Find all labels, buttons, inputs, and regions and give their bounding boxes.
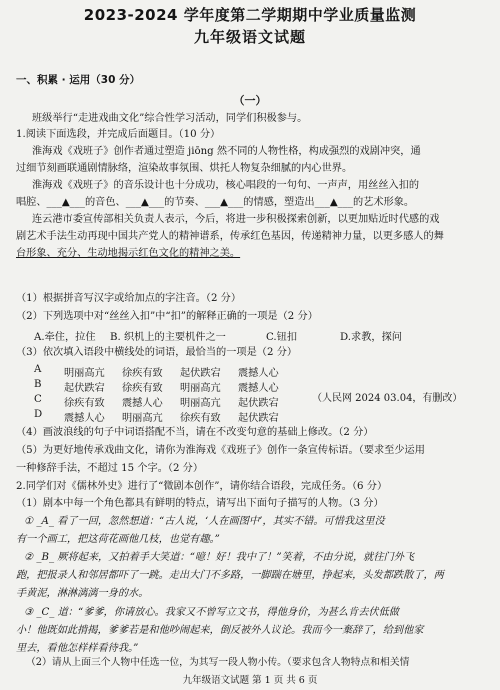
handwritten-line: 小！他既如此掯揭，爹爹若是和他吵闹起来，倒反被外人议论。我而今一棄辞了，给到他家: [16, 625, 424, 636]
wavy-underlined-line: 台形象、充分、生动地揭示红色文化的精神之美。: [16, 248, 241, 259]
handwritten-line: ① _A_ 看了一回，忽然想道：“古人说，‘人在画图中’，其实不错。可惜我这里没: [24, 516, 385, 527]
section-heading: 一、积累 · 运用（30 分）: [16, 74, 141, 86]
handwritten-line: 有一个画工，把这荷花画他几枝，也觉有趣。”: [16, 534, 220, 545]
q3-option-word: 震撼人心: [238, 368, 279, 379]
question-2-sub-2: （2）请从上面三个人物中任选一位，为其写一段人物小传。（要求包含人物特点和相关情: [26, 657, 410, 668]
q3-option-word: 震撼人心: [64, 413, 105, 424]
q3-option-word: 起伏跌宕: [238, 398, 279, 409]
passage-line: 淮海戏《戏班子》创作者通过塑造 jiōng 然不同的人物性格，构成强烈的戏剧冲突，通: [32, 146, 421, 157]
passage-line: 淮海戏《戏班子》的音乐设计也十分成功，核心唱段的一句句、一声声，用丝丝入扣的: [32, 180, 420, 191]
part-heading: （一）: [233, 94, 267, 107]
sub-question-5: （5）为更好地传承戏曲文化，请你为淮海戏《戏班子》创作一条宣传标语。（要求至少运用: [16, 445, 425, 456]
question-2-sub-1: （1）剧本中每一个角色都具有鲜明的特点，请写出下面句子描写的人物。（3 分）: [16, 498, 384, 509]
passage-line: 剧艺术手法生动再现中国共产党人的精神谱系，传承红色基因，传递精神力量，以更多感人的舞: [16, 231, 444, 242]
passage-line: 连云港市委宣传部相关负责人表示，今后，将进一步积极探索创新，以更加贴近时代感的戏: [32, 214, 440, 225]
q3-option-letter: C: [34, 394, 42, 405]
handwritten-line: 手黄泥，淋淋漓漓一身的水。: [16, 588, 149, 599]
q3-option-word: 起伏跌宕: [180, 368, 221, 379]
sub-question-2: （2）下列选项中对“丝丝入扣”中“扣”的解释正确的一项是（2 分）: [16, 311, 318, 322]
q3-option-word: 明丽高亢: [64, 368, 105, 379]
q3-option-word: 明丽高亢: [180, 383, 221, 394]
exam-subtitle: 九年级语文试题: [193, 28, 306, 46]
handwritten-line: ② _B_ 厥将起来，又拍着手大笑道：“噫！好！我中了！”笑着，不由分说，就往门外飞: [24, 552, 415, 563]
q3-option-word: 明丽高亢: [180, 398, 221, 409]
q3-option-letter: B: [34, 379, 42, 390]
page-footer: 九年级语文试题 第 1 页 共 6 页: [182, 675, 318, 686]
q3-option-word: 震撼人心: [238, 383, 279, 394]
q3-option-word: 徐疾有致: [122, 368, 163, 379]
option-d: D.求教，探问: [340, 332, 402, 343]
sub-question-3: （3）依次填入语段中横线处的词语，最恰当的一项是（2 分）: [16, 347, 298, 358]
sub-question-4: （4）画波浪线的句子中词语搭配不当，请在不改变句意的基础上修改。（2 分）: [16, 427, 374, 438]
source-citation: （人民网 2024 03.04，有删改）: [312, 393, 463, 404]
option-a: A.牵住，拉住: [34, 332, 96, 343]
handwritten-line: ③ _C_ 道：“爹爹，你请放心。我家又不曾写立文书，得他身价，为甚么肯去伏低做: [24, 607, 399, 618]
sub-question-1: （1）根据拼音写汉字或给加点的字注音。（2 分）: [16, 293, 242, 304]
q3-option-word: 起伏跌宕: [238, 413, 279, 424]
intro-line: 班级举行“走进戏曲文化”综合性学习活动，同学们积极参与。: [32, 113, 308, 124]
sub-question-5-cont: 一种修辞手法，不超过 15 个字。（2 分）: [16, 463, 204, 474]
q3-option-word: 起伏跌宕: [64, 383, 105, 394]
option-c: C.钮扣: [266, 332, 298, 343]
q3-option-word: 徐疾有致: [180, 413, 221, 424]
q3-option-word: 徐疾有致: [122, 383, 163, 394]
exam-title: 2023-2024 学年度第二学期期中学业质量监测: [83, 6, 417, 24]
q3-option-word: 震撼人心: [122, 398, 163, 409]
q3-option-letter: A: [34, 364, 42, 375]
handwritten-line: 里去，看他怎样样看待我。”: [16, 643, 139, 654]
q3-option-word: 徐疾有致: [64, 398, 105, 409]
handwritten-line: 跑，把报录人和邻居都吓了一跳。走出大门不多路，一脚踹在塘里，挣起来，头发都跌散了，两: [16, 570, 444, 581]
passage-blanks-line: 唱腔、___▲___的音色、___▲___的节奏、___▲___的情感，塑造出___▲___的艺术形象。: [16, 197, 415, 208]
question-1: 1.阅读下面选段，并完成后面题目。（10 分）: [16, 129, 221, 140]
passage-line: 过细节刻画联通剧情脉络，渲染故事氛围、烘托人物复杂细腻的内心世界。: [16, 163, 353, 174]
option-b: B. 织机上的主要机件之一: [110, 332, 226, 343]
question-2: 2.同学们对《儒林外史》进行了“微剧本创作”，请你结合语段，完成任务。（6 分）: [16, 481, 388, 492]
q3-option-letter: D: [34, 409, 43, 420]
q3-option-word: 明丽高亢: [122, 413, 163, 424]
